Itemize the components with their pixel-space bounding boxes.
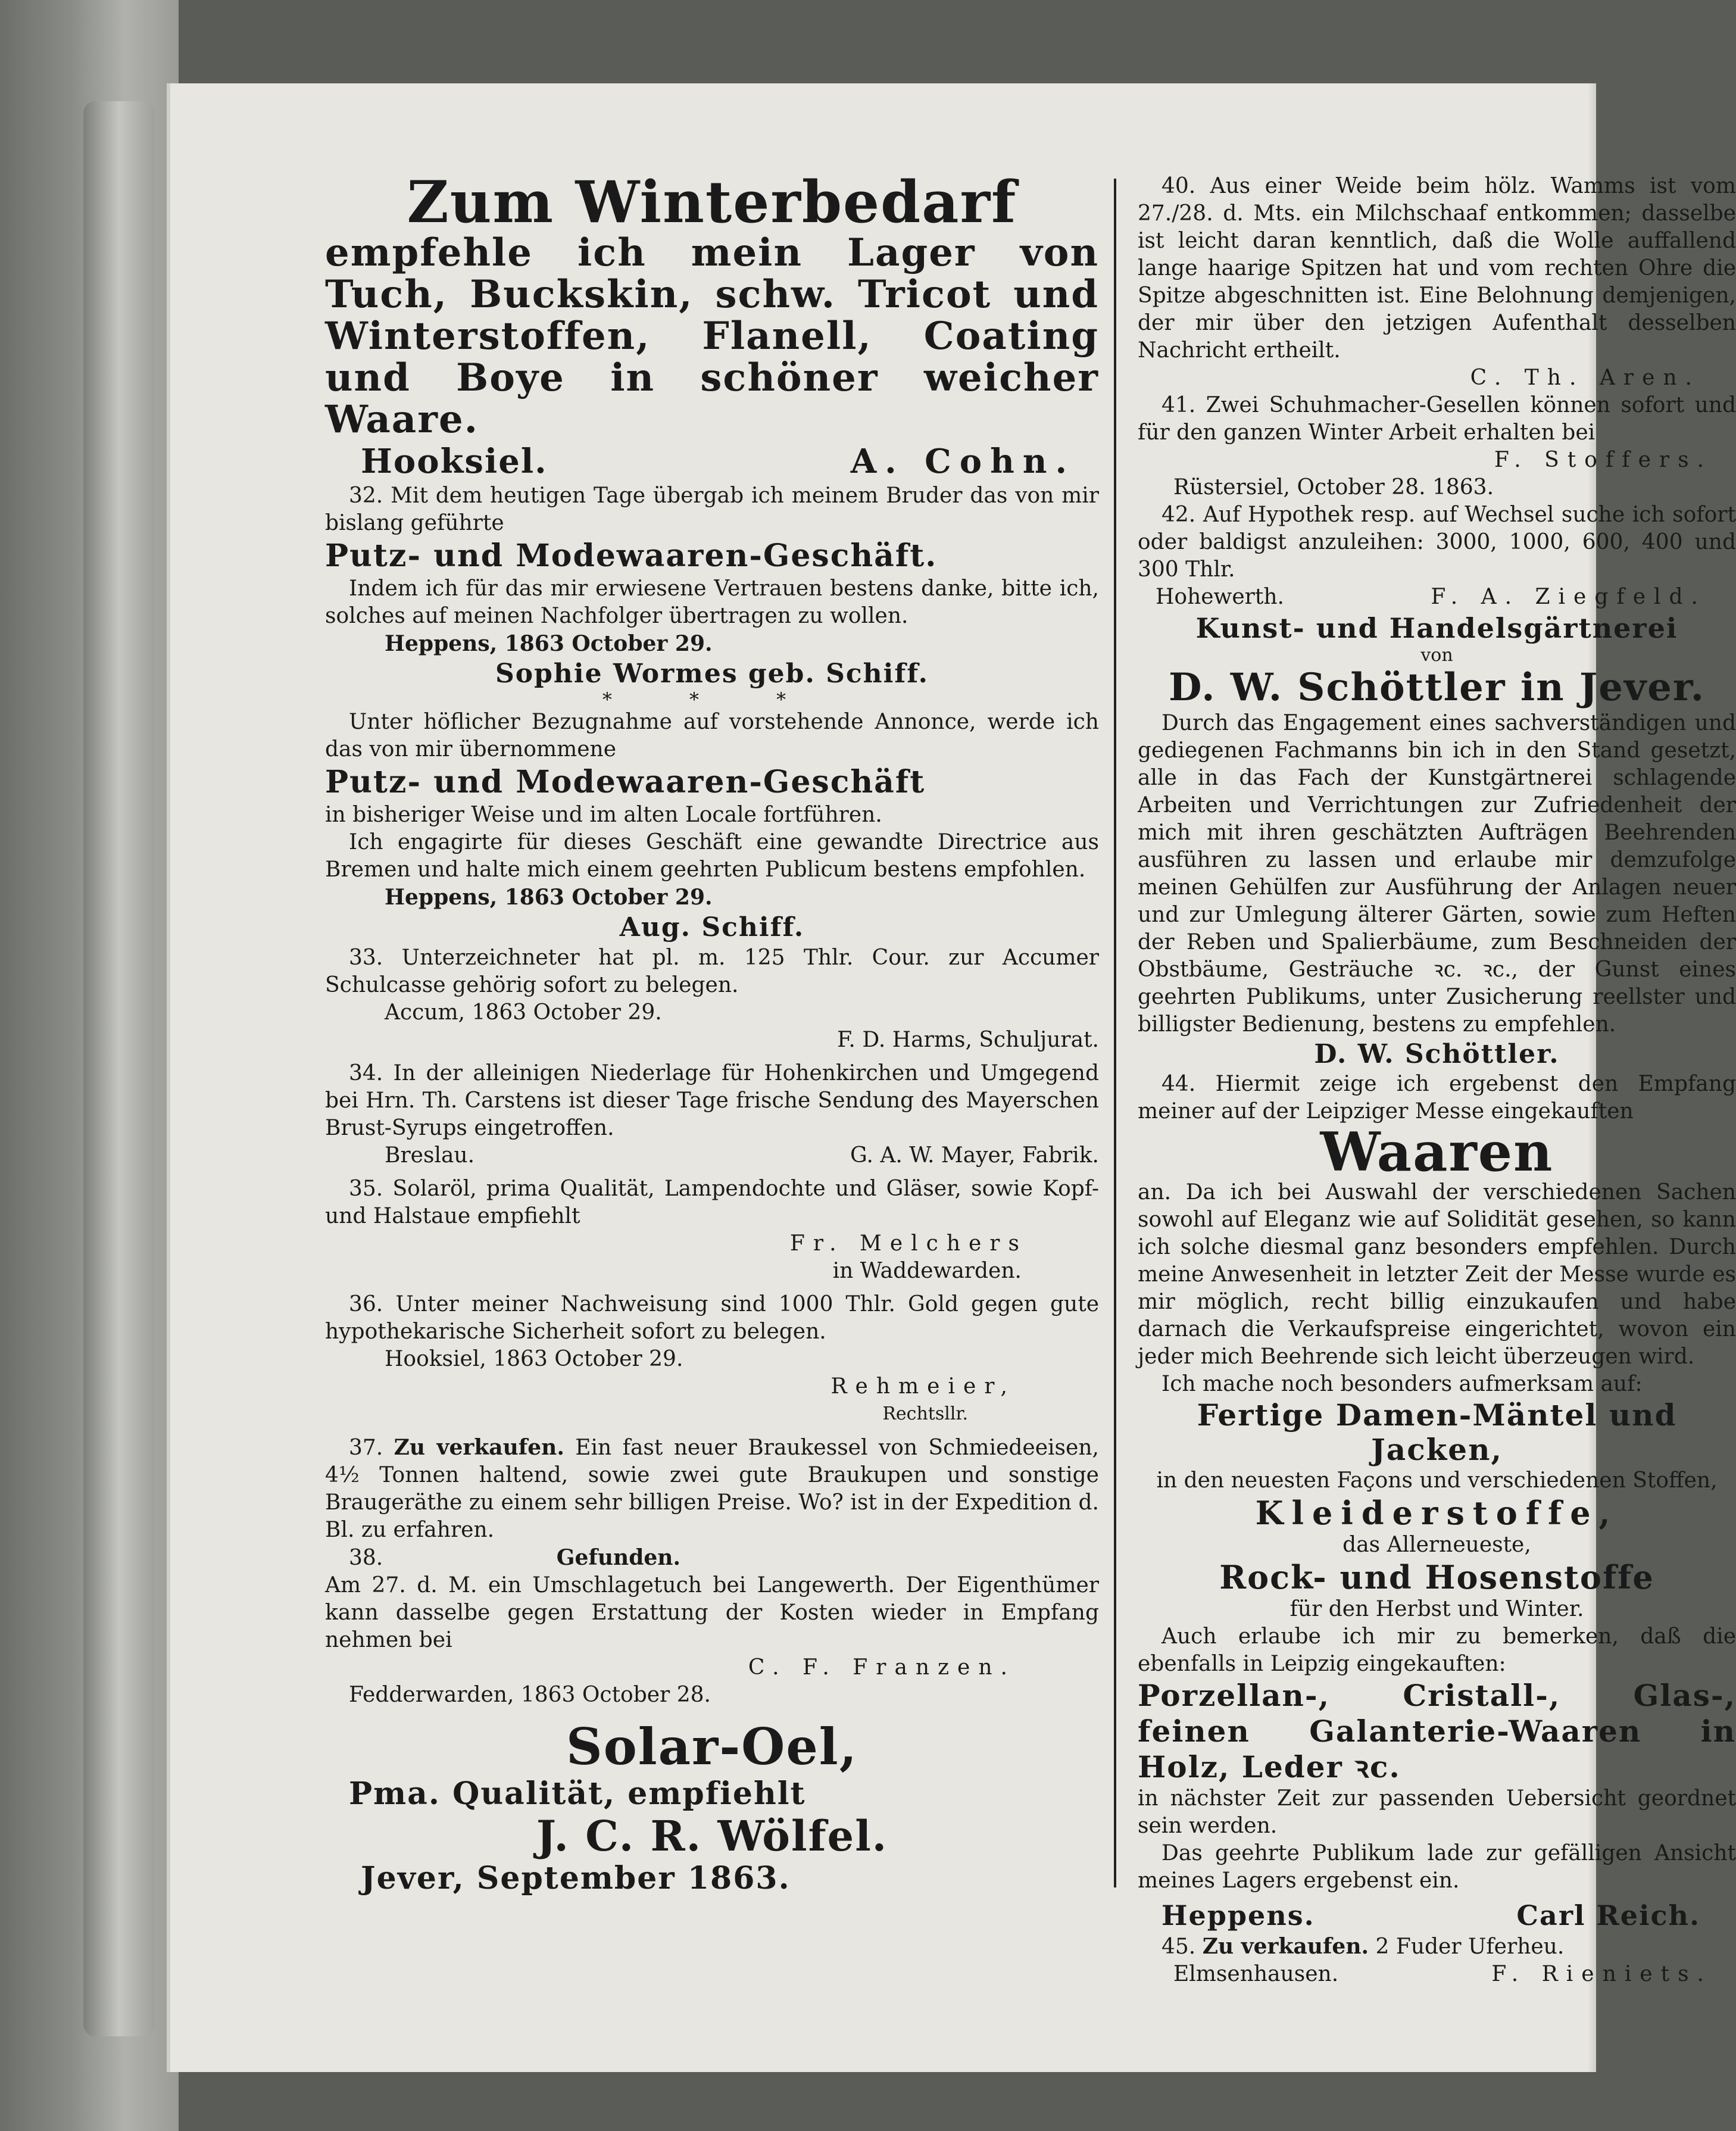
ad-32-body2: Unter höflicher Bezugnahme auf vorstehende Annonce, werde ich das von mir übernommene: [325, 710, 1099, 762]
ad-45-text: [1138, 1933, 1736, 1961]
ad-33-body: 33. Unterzeichneter hat pl. m. 125 Thlr. Cour. zur Accumer Schulcasse gehörig sofort zu belegen.: [325, 946, 1099, 997]
ad-37-body: Ein fast neuer Braukessel von Schmiedeeisen, 4½ Tonnen haltend, sowie zwei gute Braukupen und sonstige Braugeräthe zu einem sehr billigen Preise. Wo? ist in der Expedition d. Bl. zu erfahren.: [325, 1436, 1099, 1542]
ad-44-body2: Ich mache noch besonders aufmerksam auf:: [1162, 1372, 1643, 1396]
ad-32-place-date: Heppens, 1863 October 29.: [385, 631, 713, 656]
ad-44-place: Heppens.: [1162, 1899, 1315, 1932]
ad-37-label: Zu verkaufen.: [394, 1435, 564, 1460]
ad-44-kleider: Kleiderstoffe,: [1255, 1494, 1619, 1532]
ad-32-body4: Ich engagirte für dieses Geschäft eine gewandte Directrice aus Bremen und halte mich einem geehrten Publicum bestens empfohlen.: [325, 830, 1099, 882]
ad-36-signer2: Rechtsllr.: [882, 1403, 968, 1424]
ad-woelfel-place-date: Jever, September 1863.: [361, 1860, 791, 1896]
ad-44-body5: Das geehrte Publikum lade zur gefälligen Ansicht meines Lagers ergebenst ein.: [1138, 1841, 1736, 1893]
ad-35-body: 35. Solaröl, prima Qualität, Lampendochte und Gläser, sowie Kopf- und Halstaue empfiehlt: [325, 1177, 1099, 1228]
ad-34-signer: G. A. W. Mayer, Fabrik.: [850, 1143, 1099, 1168]
ad-42-signer: F. A. Ziegfeld.: [1431, 585, 1706, 609]
ad-32-heading: Putz- und Modewaaren-Geschäft.: [325, 538, 938, 574]
ad-woelfel-line: Pma. Qualität, empfiehlt: [349, 1776, 806, 1812]
ad-41-signer: F. Stoffers.: [1494, 448, 1712, 472]
ad-45-signer: F. Rieniets.: [1491, 1962, 1712, 1986]
ad-43: [1138, 611, 1736, 1071]
ad-34-body: 34. In der alleinigen Niederlage für Hohenkirchen und Umgegend bei Hrn. Th. Carstens ist dieser Tage frische Sendung des Mayerschen Brust-Syrups eingetroffen.: [325, 1061, 1099, 1140]
ad-43-von: von: [1420, 645, 1453, 666]
ad-32-heading2: Putz- und Modewaaren-Geschäft: [325, 764, 926, 800]
ad-36-body: 36. Unter meiner Nachweisung sind 1000 Thlr. Gold gegen gute hypothekarische Sicherheit sofort zu belegen.: [325, 1292, 1099, 1344]
book-page: [167, 83, 1736, 2072]
ad-32-place-date2: Heppens, 1863 October 29.: [385, 885, 713, 910]
ad-40: [1138, 173, 1736, 392]
spacer: [325, 1428, 1099, 1434]
ad-38-label: Gefunden.: [556, 1545, 680, 1570]
ad-36: [325, 1291, 1099, 1428]
ad-42: [1138, 501, 1736, 611]
ad-woelfel-signer: J. C. R. Wölfel.: [536, 1811, 888, 1861]
ad-40-signer: C. Th. Aren.: [1470, 366, 1700, 390]
ad-44-maentel: Fertige Damen-Mäntel und Jacken,: [1197, 1397, 1677, 1467]
left-column: [325, 169, 1099, 1897]
ad-woelfel-title: Solar-Oel,: [566, 1717, 858, 1776]
ad-45-body: 2 Fuder Uferheu.: [1375, 1935, 1565, 1959]
ad-woelfel: [325, 1718, 1099, 1897]
ad-32-body3: in bisheriger Weise und im alten Locale fortführen.: [325, 803, 882, 827]
ad-36-signer: Rehmeier,: [830, 1374, 1016, 1399]
ad-44-waaren: Waaren: [1320, 1121, 1554, 1184]
ad-38: [325, 1544, 1099, 1709]
ad-45-label: Zu verkaufen.: [1202, 1934, 1369, 1959]
ad-44-body: an. Da ich bei Auswahl der verschiedenen Sachen sowohl auf Eleganz wie auf Solidität gesehen, so kann ich solche diesmal ganz besonders empfehlen. Durch meine Anwesenheit in letzter Zeit der Messe wurde es mir möglich, recht billig einzukaufen und habe darnach die Verkaufspreise eingerichtet, wovon ein jeder mich Beehrende sich leicht überzeugen wird.: [1138, 1180, 1736, 1369]
ad-32-signer2: Aug. Schiff.: [619, 912, 805, 943]
ad-44: [1138, 1071, 1736, 1933]
ad-37-text: [325, 1434, 1099, 1544]
ad-43-body: Durch das Engagement eines sachverständigen und gediegenen Fachmanns bin ich in den Stand gesetzt, alle in das Fach der Kunstgärtnerei schlagende Arbeiten und Verrichtungen zur Zufriedenheit der mich mit ihren geschätzten Aufträgen Beehrenden ausführen zu lassen und erlaube mir demzufolge meinen Gehülfen zur Ausführung der Anlagen neuer und zur Umlegung älterer Gärten, sowie zum Heften der Reben und Spalierbäume, zum Beschneiden der Obstbäume, Gesträuche ꝛc. ꝛc., der Gunst eines geehrten Publikums, unter Zusicherung reellster und billigster Bedienung, bestens zu empfehlen.: [1138, 711, 1736, 1037]
ad-42-place: Hohewerth.: [1156, 585, 1284, 609]
ad-44-rock-sub: für den Herbst und Winter.: [1289, 1597, 1584, 1621]
right-column: [1138, 173, 1736, 1988]
ad-34-place: Breslau.: [385, 1143, 475, 1168]
ad-34: [325, 1060, 1099, 1169]
ad-44-maentel-sub: in den neuesten Façons und verschiedenen Stoffen,: [1156, 1468, 1718, 1493]
ad-38-num: 38.: [349, 1546, 383, 1570]
ad-36-place-date: Hooksiel, 1863 October 29.: [385, 1347, 683, 1371]
ad-cohn: [325, 169, 1099, 482]
ad-44-kleider-sub: das Allerneueste,: [1342, 1533, 1531, 1557]
ad-40-body: 40. Aus einer Weide beim hölz. Wamms ist vom 27./28. d. Mts. ein Milchschaaf entkommen; dasselbe ist leicht daran kenntlich, daß die Wolle auffallend lange haarige Spitzen hat und vom rechten Ohre die Spitze abgeschnitten ist. Eine Belohnung demjenigen, der mir über den jetzigen Aufenthalt desselben Nachricht ertheilt.: [1138, 174, 1736, 363]
spacer: [325, 1285, 1099, 1291]
ad-34-signature: [325, 1142, 1099, 1169]
ad-44-signer: Carl Reich.: [1516, 1899, 1700, 1932]
ad-43-title: Kunst- und Handelsgärtnerei: [1195, 612, 1678, 644]
ad-32-signer: Sophie Wormes geb. Schiff.: [495, 659, 929, 689]
ad-38-place-date: Fedderwarden, 1863 October 28.: [349, 1683, 711, 1707]
ad-38-signer: C. F. Franzen.: [748, 1655, 1016, 1680]
ad-41: [1138, 392, 1736, 501]
ad-38-head: [325, 1544, 1099, 1572]
ad-cohn-body: empfehle ich mein Lager von Tuch, Buckskin, schw. Tricot und Winterstoffen, Flanell, Coating und Boye in schöner weicher Waare.: [325, 230, 1099, 442]
ad-45-place: Elmsenhausen.: [1173, 1962, 1339, 1986]
ad-45: [1138, 1933, 1736, 1988]
ad-cohn-signature: [325, 441, 1099, 482]
ad-cohn-signer: A. Cohn.: [850, 442, 1075, 481]
spacer: [325, 1054, 1099, 1060]
ad-33-signer: F. D. Harms, Schuljurat.: [837, 1028, 1099, 1052]
ad-32-body: Indem ich für das mir erwiesene Vertrauen bestens danke, bitte ich, solches auf meinen Nachfolger übertragen zu wollen.: [325, 576, 1099, 628]
ad-44-rock: Rock- und Hosenstoffe: [1219, 1558, 1654, 1596]
ad-45-num: 45.: [1162, 1935, 1196, 1959]
ad-37-num: 37.: [349, 1436, 383, 1460]
ad-32-lead: 32. Mit dem heutigen Tage übergab ich meinem Bruder das von mir bislang geführte: [325, 483, 1099, 535]
ad-44-porzellan: Porzellan-, Cristall-, Glas-, feinen Galanterie-Waaren in Holz, Leder ꝛc.: [1138, 1678, 1736, 1784]
ad-44-body3: Auch erlaube ich mir zu bemerken, daß die ebenfalls in Leipzig eingekauften:: [1138, 1624, 1736, 1676]
ad-43-firm: D. W. Schöttler in Jever.: [1169, 665, 1705, 710]
ad-44-lead: 44. Hiermit zeige ich ergebenst den Empfang meiner auf der Leipziger Messe eingekauften: [1138, 1072, 1736, 1124]
ad-35-signer2: in Waddewarden.: [832, 1259, 1022, 1283]
ad-33: [325, 944, 1099, 1054]
ad-38-body: Am 27. d. M. ein Umschlagetuch bei Langewerth. Der Eigenthümer kann dasselbe gegen Erstattung der Kosten wieder in Empfang nehmen bei: [325, 1573, 1099, 1652]
ad-35-signer: Fr. Melchers: [789, 1231, 1028, 1256]
spacer: [325, 1169, 1099, 1175]
ad-44-signature: [1138, 1898, 1736, 1933]
ad-42-signature: [1138, 584, 1736, 611]
ad-41-body: 41. Zwei Schuhmacher-Gesellen können sofort und für den ganzen Winter Arbeit erhalten bei: [1138, 393, 1736, 445]
ad-41-place-date: Rüstersiel, October 28. 1863.: [1173, 475, 1494, 500]
ad-35: [325, 1175, 1099, 1285]
ad-43-signer: D. W. Schöttler.: [1314, 1039, 1560, 1069]
spine-cloth: [83, 101, 155, 2036]
ad-cohn-place: Hooksiel.: [361, 442, 548, 481]
ad-32-stars: * * *: [602, 688, 822, 711]
ad-42-body: 42. Auf Hypothek resp. auf Wechsel suche ich sofort oder baldigst anzuleihen: 3000, 1000, 600, 400 und 300 Thlr.: [1138, 503, 1736, 582]
ad-37: [325, 1434, 1099, 1544]
ad-33-place-date: Accum, 1863 October 29.: [385, 1000, 662, 1025]
ad-44-body4: in nächster Zeit zur passenden Uebersicht geordnet sein werden.: [1138, 1786, 1736, 1838]
ad-cohn-title: Zum Winterbedarf: [407, 169, 1017, 236]
column-rule: [1114, 179, 1116, 1887]
ad-45-signature: [1138, 1961, 1736, 1988]
ad-32: [325, 482, 1099, 944]
